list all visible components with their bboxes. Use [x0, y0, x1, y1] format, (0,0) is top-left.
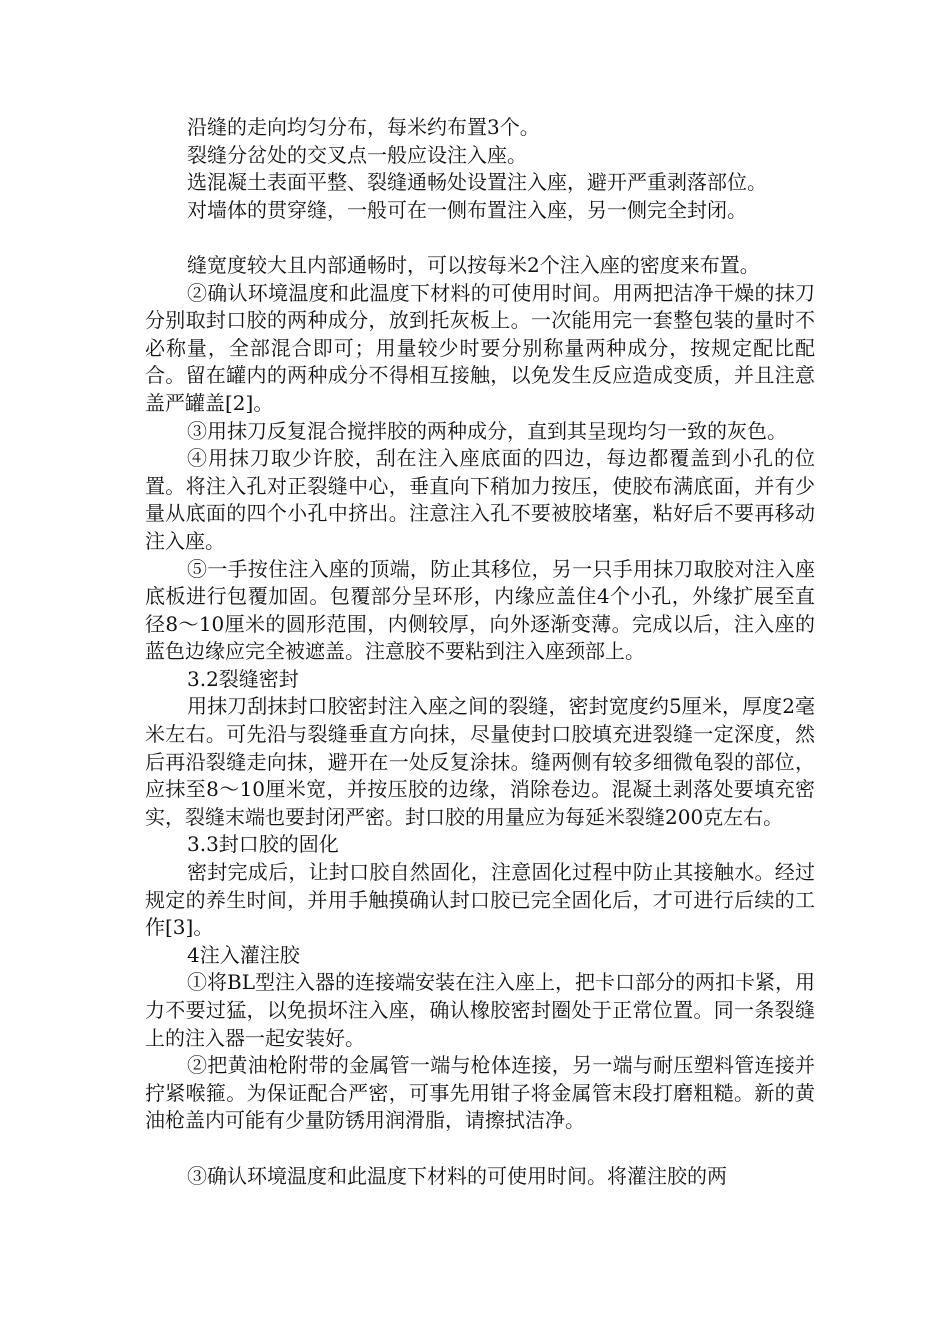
paragraph: 用抹刀刮抹封口胶密封注入座之间的裂缝，密封宽度约5厘米，厚度2毫米左右。可先沿与裂缝垂直方向抹，尽量使封口胶填充进裂缝一定深度，然后再沿裂缝走向抹，避开在一处反复涂抹。缝两侧有较多细微龟裂的部位，应抹至8～10厘米宽，并按压胶的边缘，消除卷边。混凝土剥落处要填充密实，裂缝末端也要封闭严密。封口胶的用量应为每延米裂缝200克左右。 [145, 694, 815, 829]
paragraph: ③确认环境温度和此温度下材料的可使用时间。将灌注胶的两 [187, 1163, 727, 1188]
paragraph: ④用抹刀取少许胶，刮在注入座底面的四边，每边都覆盖到小孔的位置。将注入孔对正裂缝中心，垂直向下稍加力按压，使胶布满底面，并有少量从底面的四个小孔中挤出。注意注入孔不要被胶堵塞，粘好后不要再移动注入座。 [145, 446, 815, 553]
paragraph: ③用抹刀反复混合搅拌胶的两种成分，直到其呈现均匀一致的灰色。 [187, 418, 787, 443]
paragraph: ②确认环境温度和此温度下材料的可使用时间。用两把洁净干燥的抹刀分别取封口胶的两种成分，放到托灰板上。一次能用完一套整包装的量时不必称量，全部混合即可；用量较少时要分别称量两种成分，按规定配比配合。留在罐内的两种成分不得相互接触，以免发生反应造成变质，并且注意盖严罐盖[2]。 [145, 280, 815, 415]
paragraph: ⑤一手按住注入座的顶端，防止其移位，另一只手用抹刀取胶对注入座底板进行包覆加固。包覆部分呈环形，内缘应盖住4个小孔，外缘扩展至直径8～10厘米的圆形范围，内侧较厚，向外逐渐变薄。完成以后，注入座的蓝色边缘应完全被遮盖。注意胶不要粘到注入座颈部上。 [145, 556, 815, 664]
paragraph: 裂缝分岔处的交叉点一般应设注入座。 [187, 142, 527, 167]
paragraph: 对墙体的贯穿缝，一般可在一侧布置注入座，另一侧完全封闭。 [187, 197, 747, 222]
paragraph: 缝宽度较大且内部通畅时，可以按每米2个注入座的密度来布置。 [187, 252, 760, 277]
section-heading: 4注入灌注胶 [187, 942, 300, 967]
section-heading: 3.2裂缝密封 [187, 666, 299, 691]
paragraph: 沿缝的走向均匀分布，每米约布置3个。 [187, 115, 540, 139]
blank-line [145, 1135, 815, 1163]
section-heading: 3.3封口胶的固化 [187, 832, 339, 857]
paragraph: 密封完成后，让封口胶自然固化，注意固化过程中防止其接触水。经过规定的养生时间，并用手触摸确认封口胶已完全固化后，才可进行后续的工作[3]。 [145, 860, 815, 940]
paragraph: ①将BL型注入器的连接端安装在注入座上，把卡口部分的两扣卡紧，用力不要过猛，以免损坏注入座，确认橡胶密封圈处于正常位置。同一条裂缝上的注入器一起安装好。 [145, 970, 815, 1050]
paragraph: ②把黄油枪附带的金属管一端与枪体连接，另一端与耐压塑料管连接并拧紧喉箍。为保证配合严密，可事先用钳子将金属管末段打磨粗糙。新的黄油枪盖内可能有少量防锈用润滑脂，请擦拭洁净。 [145, 1053, 815, 1133]
blank-line [145, 224, 815, 252]
document-body [145, 114, 815, 1190]
paragraph: 选混凝土表面平整、裂缝通畅处设置注入座，避开严重剥落部位。 [187, 170, 767, 195]
